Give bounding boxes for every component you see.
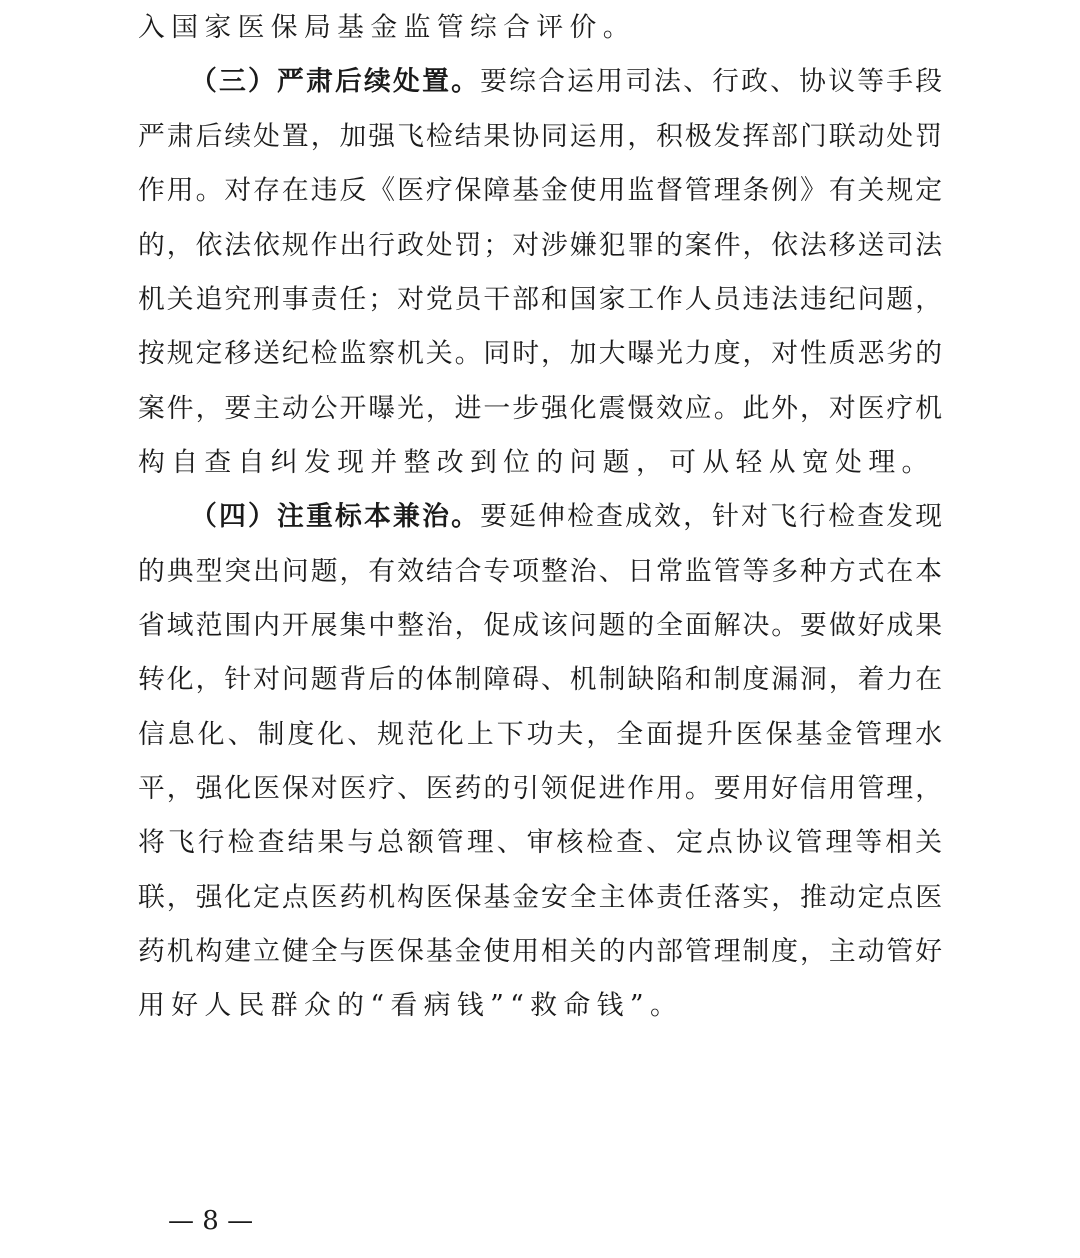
paragraph-line <box>190 62 942 102</box>
paragraph-line: 的典型突出问题，有效结合专项整治、日常监管等多种方式在本 <box>138 556 942 587</box>
paragraph-line: 入国家医保局基金监管综合评价。 <box>138 12 636 43</box>
paragraph-line: 用好人民群众的“看病钱”“救命钱”。 <box>138 990 684 1021</box>
page-number: — 8 — <box>168 1206 254 1236</box>
paragraph-line: 构自查自纠发现并整改到位的问题，可从轻从宽处理。 <box>138 447 935 478</box>
paragraph-line: 转化，针对问题背后的体制障碍、机制缺陷和制度漏洞，着力在 <box>138 664 942 695</box>
paragraph-line: 严肃后续处置，加强飞检结果协同运用，积极发挥部门联动处罚 <box>138 121 942 152</box>
section-heading: （三）严肃后续处置。 <box>190 66 481 97</box>
paragraph-line: 药机构建立健全与医保基金使用相关的内部管理制度，主动管好 <box>138 936 942 967</box>
paragraph-text: 要延伸检查成效，针对飞行检查发现 <box>480 501 943 532</box>
paragraph-text: 要综合运用司法、行政、协议等手段 <box>480 66 943 97</box>
paragraph-line: 机关追究刑事责任；对党员干部和国家工作人员违法违纪问题， <box>138 284 942 315</box>
paragraph-line: 作用。对存在违反《医疗保障基金使用监督管理条例》有关规定 <box>138 175 942 206</box>
paragraph-line: 的，依法依规作出行政处罚；对涉嫌犯罪的案件，依法移送司法 <box>138 230 942 261</box>
section-heading: （四）注重标本兼治。 <box>190 501 481 532</box>
paragraph-line: 将飞行检查结果与总额管理、审核检查、定点协议管理等相关 <box>138 827 942 858</box>
paragraph-line: 平，强化医保对医疗、医药的引领促进作用。要用好信用管理， <box>138 773 942 804</box>
paragraph-line <box>190 497 942 537</box>
paragraph-line: 按规定移送纪检监察机关。同时，加大曝光力度，对性质恶劣的 <box>138 338 942 369</box>
paragraph-line: 联，强化定点医药机构医保基金安全主体责任落实，推动定点医 <box>138 882 942 913</box>
paragraph-line: 案件，要主动公开曝光，进一步强化震慑效应。此外，对医疗机 <box>138 393 942 424</box>
paragraph-line: 信息化、制度化、规范化上下功夫，全面提升医保基金管理水 <box>138 719 942 750</box>
paragraph-line: 省域范围内开展集中整治，促成该问题的全面解决。要做好成果 <box>138 610 942 641</box>
